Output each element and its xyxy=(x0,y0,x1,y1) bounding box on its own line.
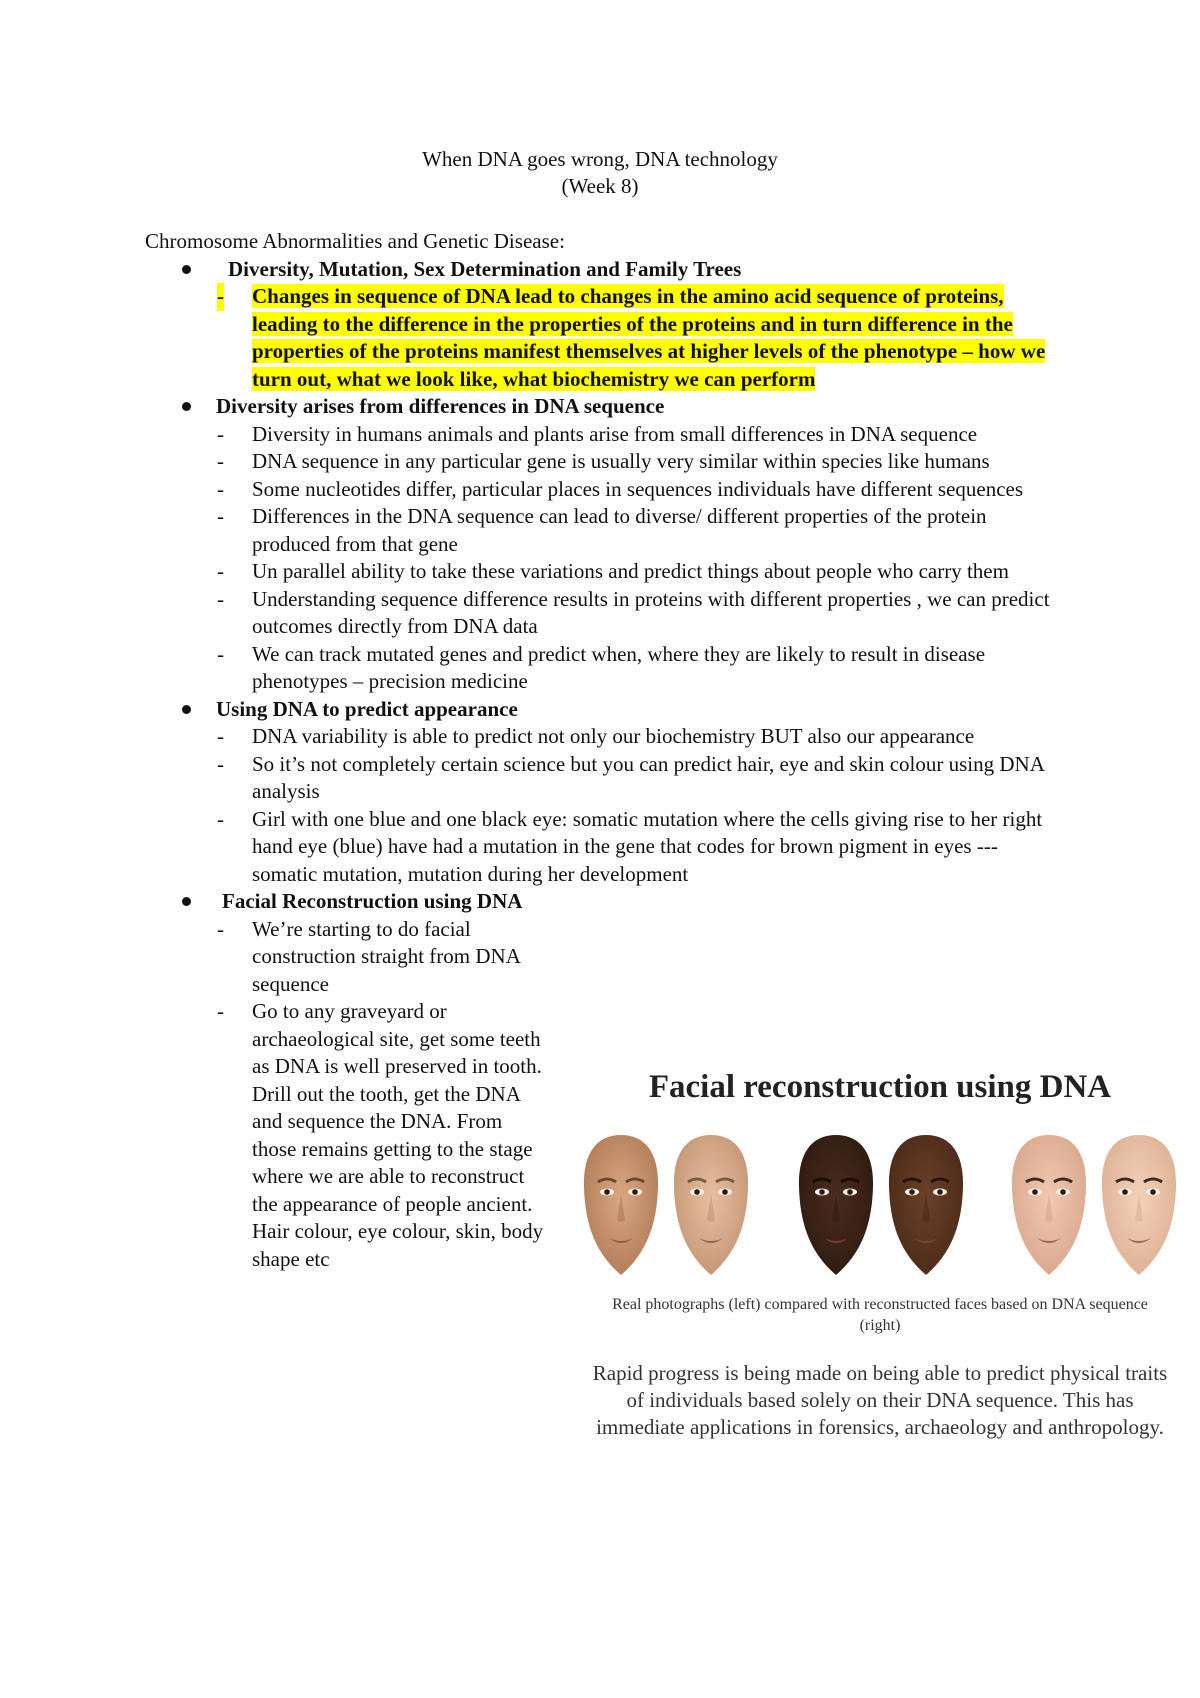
dash-icon: - xyxy=(217,449,224,473)
sub-list xyxy=(216,421,1065,696)
face-image xyxy=(795,1132,877,1278)
bullet-dot-icon xyxy=(182,402,191,411)
sub-text: Diversity in humans animals and plants arise from small differences in DNA sequence xyxy=(252,421,978,446)
dash-icon: - xyxy=(217,421,224,446)
sub-list xyxy=(216,916,546,1274)
dash-icon: - xyxy=(217,641,224,666)
sub-text: Some nucleotides differ, particular places in sequences individuals have different sequences xyxy=(252,476,1024,501)
dash-icon: - xyxy=(217,476,224,501)
face-image xyxy=(1098,1132,1180,1278)
dash-icon: - xyxy=(217,999,224,1023)
sub-text: We’re starting to do facial construction straight from DNA sequence xyxy=(252,916,520,996)
bullet-label: Diversity arises from differences in DNA sequence xyxy=(216,394,665,418)
sub-item xyxy=(216,558,1065,586)
sub-item xyxy=(216,806,1065,889)
sub-text: Girl with one blue and one black eye: somatic mutation where the cells giving rise to her right hand eye (blue) have had a mutation in the gene that codes for brown pigment in eyes --- somatic mutation, mutation during her development xyxy=(252,806,1043,886)
sub-text: Un parallel ability to take these variations and predict things about people who carry them xyxy=(252,559,1009,583)
sub-item xyxy=(216,421,1065,449)
sub-item xyxy=(216,723,1065,751)
bullet-item xyxy=(145,256,1065,394)
title-line-1: When DNA goes wrong, DNA technology xyxy=(422,147,778,171)
sub-text: We can track mutated genes and predict when, where they are likely to result in disease phenotypes – precision medicine xyxy=(252,641,986,693)
bullet-label: Using DNA to predict appearance xyxy=(216,696,518,721)
sub-text: Understanding sequence difference results in proteins with different properties , we can predict outcomes directly from DNA data xyxy=(252,586,1050,638)
sub-item xyxy=(216,916,546,999)
sub-text: DNA sequence in any particular gene is usually very similar within species like humans xyxy=(252,449,990,473)
dash-icon: - xyxy=(217,916,224,941)
section-heading: Chromosome Abnormalities and Genetic Disease: xyxy=(145,229,565,253)
figure-title: Facial reconstruction using DNA xyxy=(648,1069,1112,1105)
face-image xyxy=(670,1132,752,1278)
dash-icon: - xyxy=(217,283,224,311)
dash-icon: - xyxy=(217,559,224,583)
sub-text: Go to any graveyard or archaeological site, get some teeth as DNA is well preserved in tooth. Drill out the tooth, get the DNA and sequence the DNA. From those remains getting to the stage where we are able to reconstruct the appearance of people ancient. Hair colour, eye colour, skin, body shape etc xyxy=(252,999,544,1271)
bullet-dot-icon xyxy=(182,265,191,274)
dash-icon: - xyxy=(217,504,224,528)
document-title xyxy=(0,146,1200,200)
title-line-2: (Week 8) xyxy=(561,174,639,198)
bullet-label: Facial Reconstruction using DNA xyxy=(222,889,523,913)
bullet-label: Diversity, Mutation, Sex Determination and Family Trees xyxy=(228,256,742,281)
figure-caption: Real photographs (left) compared with reconstructed faces based on DNA sequence (right) xyxy=(612,1296,1148,1334)
sub-item xyxy=(216,586,1065,641)
dash-icon: - xyxy=(217,806,224,831)
sub-item xyxy=(216,503,1065,558)
sub-text: So it’s not completely certain science but you can predict hair, eye and skin colour using DNA analysis xyxy=(252,751,1044,803)
bullet-item xyxy=(145,888,546,1273)
sub-text: DNA variability is able to predict not only our biochemistry BUT also our appearance xyxy=(252,724,975,748)
sub-item xyxy=(216,476,1065,504)
bullet-item xyxy=(145,393,1065,696)
sub-text: Differences in the DNA sequence can lead to diverse/ different properties of the protein produced from that gene xyxy=(252,504,987,556)
dash-icon: - xyxy=(217,751,224,776)
sub-list xyxy=(216,723,1065,888)
sub-item xyxy=(216,283,1065,393)
sub-list xyxy=(216,283,1065,393)
dash-icon: - xyxy=(217,724,224,748)
face-image xyxy=(580,1132,662,1278)
bullet-dot-icon xyxy=(182,705,191,714)
sub-item xyxy=(216,751,1065,806)
highlighted-text: Changes in sequence of DNA lead to changes in the amino acid sequence of proteins, leading to the difference in the properties of the proteins and in turn difference in the properties of the proteins manifest themselves at higher levels of the phenotype – how we turn out, what we look like, what biochemistry we can perform xyxy=(252,284,1046,391)
bullet-dot-icon xyxy=(182,897,191,906)
sub-item xyxy=(216,998,546,1273)
bullet-item xyxy=(145,696,1065,889)
sub-item xyxy=(216,641,1065,696)
face-images-row xyxy=(580,1132,1180,1282)
face-image xyxy=(885,1132,967,1278)
facial-reconstruction-figure xyxy=(580,1068,1180,1441)
face-image xyxy=(1008,1132,1090,1278)
dash-icon: - xyxy=(217,586,224,611)
sub-item xyxy=(216,448,1065,476)
figure-description: Rapid progress is being made on being able to predict physical traits of individuals based solely on their DNA sequence. This has immediate applications in forensics, archaeology and anthropology. xyxy=(592,1361,1168,1439)
